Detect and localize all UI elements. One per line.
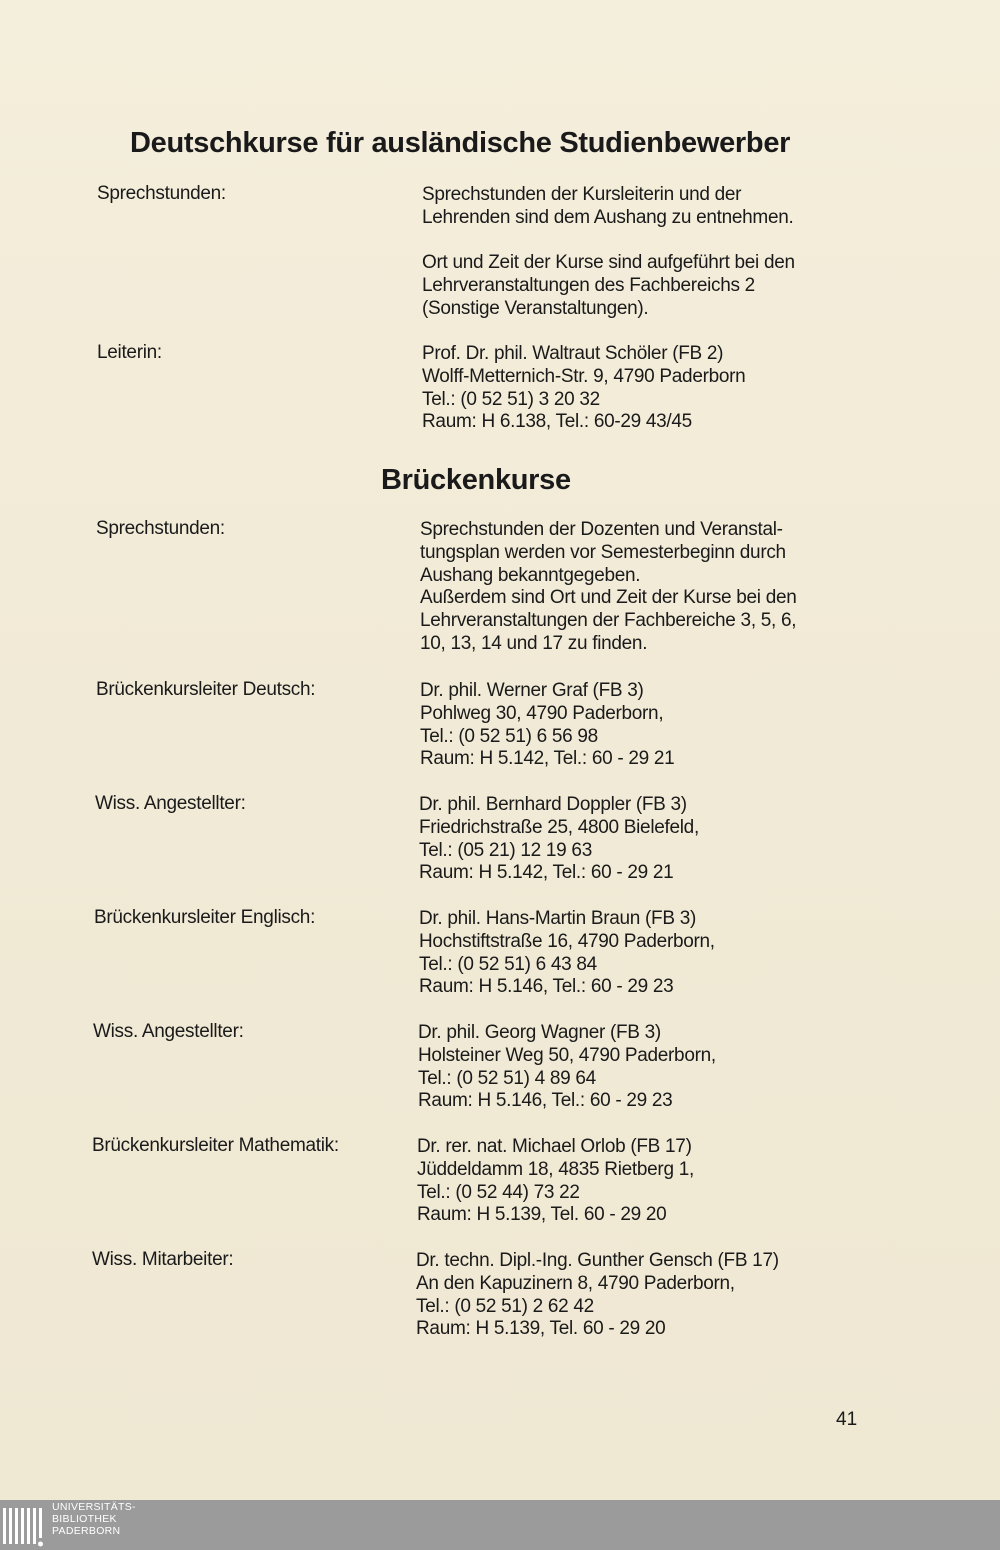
text-line: Lehrveranstaltungen der Fachbereiche 3, 5, 6, bbox=[420, 610, 797, 632]
text-line: Dr. phil. Hans-Martin Braun (FB 3) bbox=[419, 908, 696, 929]
text-line: Sprechstunden der Kursleiterin und der bbox=[422, 184, 742, 205]
section-title-brueckenkurse: Brückenkurse bbox=[381, 464, 571, 496]
label-brueckenkursleiter-englisch: Brückenkursleiter Englisch: bbox=[94, 907, 316, 928]
library-logo-icon bbox=[2, 1504, 46, 1548]
label-leiterin: Leiterin: bbox=[97, 342, 162, 363]
library-footer bbox=[0, 1500, 1000, 1550]
text-line: Raum: H 5.139, Tel. 60 - 29 20 bbox=[417, 1204, 667, 1226]
label-sprechstunden: Sprechstunden: bbox=[96, 518, 225, 539]
logo-line: BIBLIOTHEK bbox=[52, 1513, 117, 1525]
text-line: Raum: H 5.139, Tel. 60 - 29 20 bbox=[416, 1318, 666, 1340]
text-line: Tel.: (0 52 51) 2 62 42 bbox=[416, 1295, 594, 1317]
text-line: Friedrichstraße 25, 4800 Bielefeld, bbox=[419, 816, 699, 838]
value-wiss-angestellter bbox=[418, 1022, 716, 1113]
text-line: Lehrenden sind dem Aushang zu entnehmen. bbox=[422, 206, 794, 228]
logo-line: UNIVERSITÄTS- bbox=[52, 1501, 136, 1513]
value-wiss-angestellter bbox=[419, 794, 699, 885]
text-line: Dr. phil. Bernhard Doppler (FB 3) bbox=[419, 794, 687, 815]
library-logo-text bbox=[52, 1501, 136, 1537]
text-line: Jüddeldamm 18, 4835 Rietberg 1, bbox=[417, 1158, 694, 1180]
label-sprechstunden: Sprechstunden: bbox=[97, 183, 226, 204]
text-line: Ort und Zeit der Kurse sind aufgeführt bei den bbox=[422, 252, 795, 273]
text-line: Aushang bekanntgegeben. bbox=[420, 564, 641, 586]
text-line: Raum: H 5.142, Tel.: 60 - 29 21 bbox=[419, 862, 674, 884]
text-line: (Sonstige Veranstaltungen). bbox=[422, 297, 649, 319]
value-ort-zeit bbox=[422, 252, 795, 320]
text-line: Tel.: (0 52 51) 6 56 98 bbox=[420, 725, 598, 747]
text-line: Dr. phil. Werner Graf (FB 3) bbox=[420, 680, 644, 701]
text-line: Wolff-Metternich-Str. 9, 4790 Paderborn bbox=[422, 365, 746, 387]
value-brueckenkursleiter-englisch bbox=[419, 908, 715, 999]
label-wiss-mitarbeiter: Wiss. Mitarbeiter: bbox=[92, 1249, 234, 1270]
text-line: Pohlweg 30, 4790 Paderborn, bbox=[420, 702, 664, 724]
text-line: Dr. techn. Dipl.-Ing. Gunther Gensch (FB 17) bbox=[416, 1250, 779, 1271]
text-line: Holsteiner Weg 50, 4790 Paderborn, bbox=[418, 1044, 716, 1066]
label-brueckenkursleiter-deutsch: Brückenkursleiter Deutsch: bbox=[96, 679, 316, 700]
value-brueckenkursleiter-mathematik bbox=[417, 1136, 694, 1227]
text-line: tungsplan werden vor Semesterbeginn durch bbox=[420, 541, 786, 563]
text-line: 10, 13, 14 und 17 zu finden. bbox=[420, 632, 648, 654]
label-brueckenkursleiter-mathematik: Brückenkursleiter Mathematik: bbox=[92, 1135, 339, 1156]
text-line: Außerdem sind Ort und Zeit der Kurse bei den bbox=[420, 587, 797, 609]
text-line: Hochstiftstraße 16, 4790 Paderborn, bbox=[419, 930, 715, 952]
value-wiss-mitarbeiter bbox=[416, 1250, 779, 1341]
text-line: An den Kapuzinern 8, 4790 Paderborn, bbox=[416, 1272, 735, 1294]
text-line: Raum: H 5.146, Tel.: 60 - 29 23 bbox=[418, 1090, 673, 1112]
text-line: Prof. Dr. phil. Waltraut Schöler (FB 2) bbox=[422, 343, 724, 364]
page-number: 41 bbox=[836, 1409, 858, 1430]
text-line: Raum: H 5.142, Tel.: 60 - 29 21 bbox=[420, 748, 675, 770]
text-line: Raum: H 5.146, Tel.: 60 - 29 23 bbox=[419, 976, 674, 998]
value-sprechstunden bbox=[420, 519, 797, 656]
label-wiss-angestellter: Wiss. Angestellter: bbox=[95, 793, 246, 814]
text-line: Raum: H 6.138, Tel.: 60-29 43/45 bbox=[422, 411, 692, 433]
text-line: Dr. phil. Georg Wagner (FB 3) bbox=[418, 1022, 661, 1043]
section-title-deutschkurse: Deutschkurse für ausländische Studienbewerber bbox=[130, 127, 791, 159]
logo-line: PADERBORN bbox=[52, 1525, 121, 1537]
text-line: Tel.: (0 52 51) 6 43 84 bbox=[419, 953, 597, 975]
text-line: Lehrveranstaltungen des Fachbereichs 2 bbox=[422, 274, 755, 296]
value-sprechstunden bbox=[422, 184, 793, 230]
text-line: Tel.: (0 52 51) 3 20 32 bbox=[422, 388, 600, 410]
text-line: Dr. rer. nat. Michael Orlob (FB 17) bbox=[417, 1136, 692, 1157]
value-leiterin bbox=[422, 343, 745, 434]
text-line: Sprechstunden der Dozenten und Veranstal- bbox=[420, 519, 783, 540]
text-line: Tel.: (0 52 51) 4 89 64 bbox=[418, 1067, 596, 1089]
text-line: Tel.: (05 21) 12 19 63 bbox=[419, 839, 592, 861]
value-brueckenkursleiter-deutsch bbox=[420, 680, 674, 771]
label-wiss-angestellter: Wiss. Angestellter: bbox=[93, 1021, 244, 1042]
text-line: Tel.: (0 52 44) 73 22 bbox=[417, 1181, 580, 1203]
